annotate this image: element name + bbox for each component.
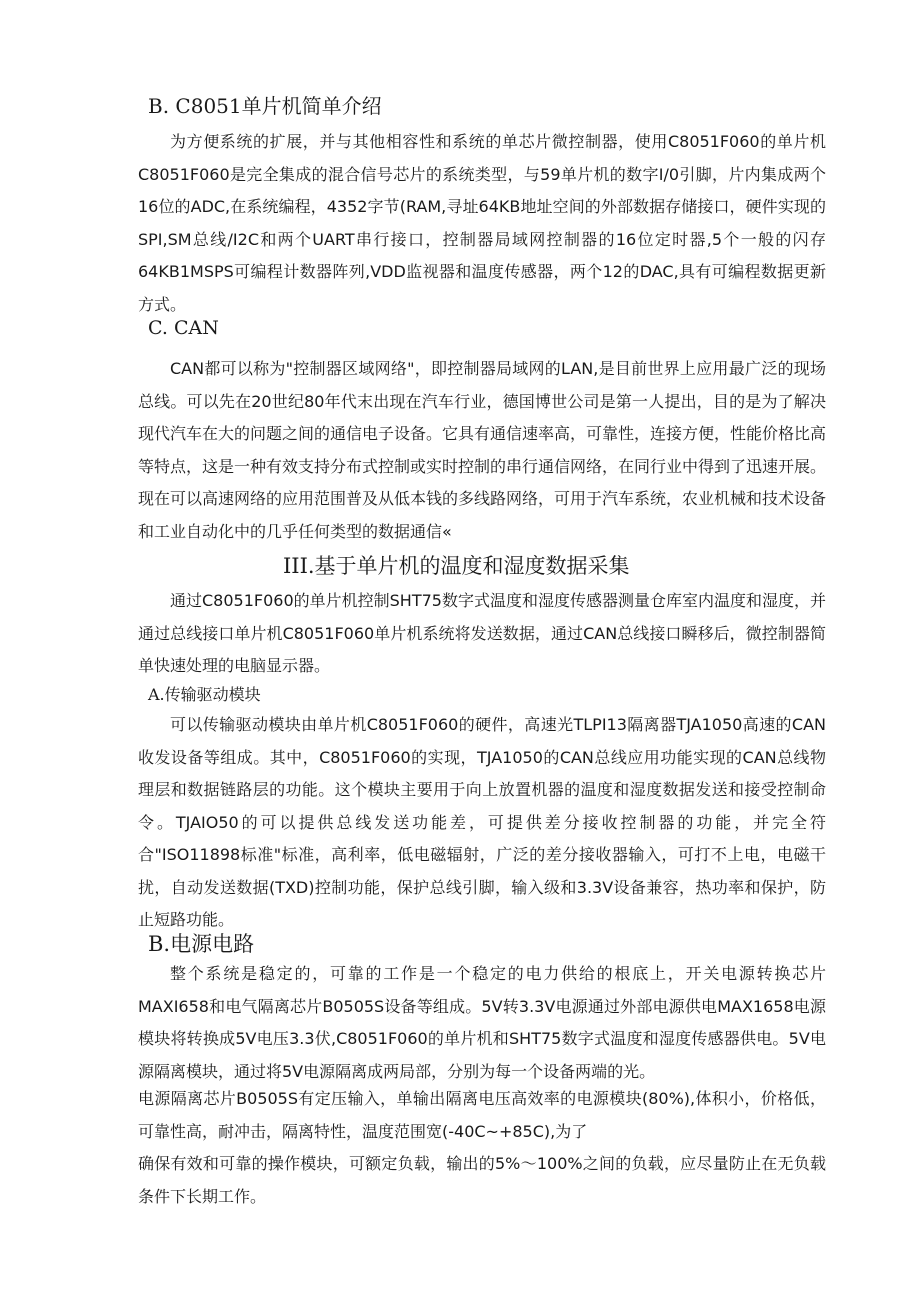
paragraph-power-circuit: 整个系统是稳定的，可靠的工作是一个稳定的电力供给的根底上，开关电源转换芯片MAXI658和电气隔离芯片B0505S设备等组成。5V转3.3V电源通过外部电源供电MAX1658电源模块将转换成5V电压3.3伏,C8051F060的单片机和SHT75数字式温度和湿度传感器供电。5V电源隔离模块，通过将5V电源隔离成两局部，分别为每一个设备两端的光。	[138, 964, 826, 1081]
paragraph-can: CAN都可以称为"控制器区域网络"，即控制器局域网的LAN,是目前世界上应用最广泛的现场总线。可以先在20世纪80年代末出现在汽车行业，德国博世公司是第一人提出，目的是为了解决现代汽车在大的问题之间的通信电子设备。它具有通信速率高，可靠性，连接方便，性能价格比高等特点，这是一种有效支持分布式控制或实时控制的串行通信网络，在同行业中得到了迅速开展。现在可以高速网络的应用范围普及从低本钱的多线路网络，可用于汽车系统，农业机械和技术设备和工业自动化中的几乎任何类型的数据通信«	[138, 359, 827, 541]
heading-c-can: C. CAN	[148, 317, 219, 339]
heading-b-c8051: B. C8051单片机简单介绍	[148, 94, 382, 118]
paragraph-c8051-intro: 为方便系统的扩展，并与其他相容性和系统的单芯片微控制器，使用C8051F060的单片机C8051F060是完全集成的混合信号芯片的系统类型，与59单片机的数字I/0引脚，片内集成两个16位的ADC,在系统编程，4352字节(RAM,寻址64KB地址空间的外部数据存储接口，硬件实现的SPI,SM总线/I2C和两个UART串行接口，控制器局域网控制器的16位定时器,5个一般的闪存64KB1MSPS可编程计数器阵列,VDD监视器和温度传感器，两个12的DAC,具有可编程数据更新方式。	[138, 132, 826, 314]
heading-iii-data-acquisition: III.基于单片机的温度和湿度数据采集	[283, 554, 630, 578]
heading-b-power-circuit: B.电源电路	[148, 932, 255, 956]
paragraph-transmission-driver: 可以传输驱动模块由单片机C8051F060的硬件，高速光TLPI13隔离器TJA1050高速的CAN收发设备等组成。其中，C8051F060的实现，TJA1050的CAN总线应用功能实现的CAN总线物理层和数据链路层的功能。这个模块主要用于向上放置机器的温度和湿度数据发送和接受控制命令。TJAIO50的可以提供总线发送功能差，可提供差分接收控制器的功能，并完全符合"ISO11898标准"标准，高利率，低电磁辐射，广泛的差分接收器输入，可打不上电，电磁干扰，自动发送数据(TXD)控制功能，保护总线引脚，输入级和3.3V设备兼容，热功率和保护，防止短路功能。	[138, 715, 826, 929]
paragraph-isolation-chip: 电源隔离芯片B0505S有定压输入，单输出隔离电压高效率的电源模块(80%),体积小，价格低，可靠性高，耐冲击，隔离特性，温度范围宽(-40C~+85C),为了	[138, 1089, 826, 1141]
heading-a-transmission-driver: A.传输驱动模块	[148, 685, 261, 704]
paragraph-data-acquisition: 通过C8051F060的单片机控制SHT75数字式温度和湿度传感器测量仓库室内温度和湿度，并通过总线接口单片机C8051F060单片机系统将发送数据，通过CAN总线接口瞬移后，微控制器简单快速处理的电脑显示器。	[138, 591, 826, 675]
paragraph-load-conditions: 确保有效和可靠的操作模块，可额定负载，输出的5%～100%之间的负载，应尽量防止在无负载条件下长期工作。	[138, 1154, 826, 1206]
